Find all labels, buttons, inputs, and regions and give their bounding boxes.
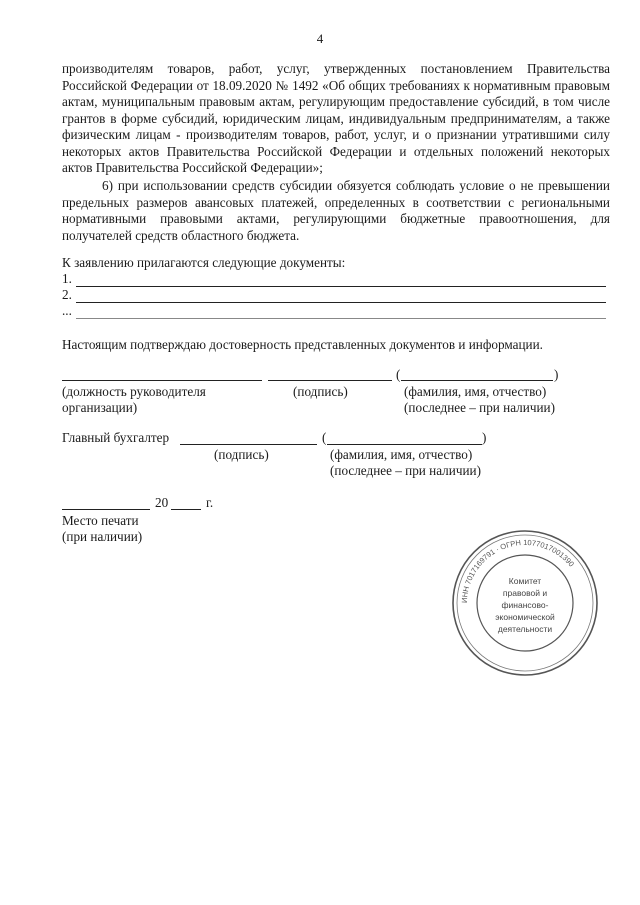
stamp-line-2: правовой и — [502, 588, 548, 598]
accountant-signature-line — [180, 444, 317, 445]
page-number: 4 — [316, 31, 324, 46]
name-line — [401, 380, 553, 381]
seal-label: Место печати — [62, 513, 139, 528]
accountant-name-label-2: (последнее – при наличии) — [330, 463, 481, 478]
date-year-suffix: г. — [206, 495, 214, 510]
date-year-line — [171, 509, 201, 510]
attachment-item-2-number: 2. — [62, 287, 72, 302]
stamp-line-1: Комитет — [508, 576, 542, 586]
stamp-line-5: деятельности — [497, 624, 553, 634]
paragraph-item-6: 6) при использовании средств субсидии обязуется соблюдать условие о не превышении предельных размеров авансовых платежей, определенных в соответствии с региональными нормативными правовыми актами, регулирующими бюджетные правоотношения, для получателей средств областного бюджета. — [62, 178, 610, 243]
date-day-month-line — [62, 509, 150, 510]
date-year-prefix: 20 — [155, 495, 169, 510]
name-label-2: (последнее – при наличии) — [404, 400, 555, 415]
accountant-name-open-paren: ( — [322, 430, 327, 445]
accountant-signature-label: (подпись) — [214, 447, 269, 462]
name-open-paren: ( — [396, 367, 401, 382]
position-label: (должность руководителя — [62, 384, 206, 399]
seal-label-2: (при наличии) — [62, 529, 143, 544]
attachment-item-1-number: 1. — [62, 271, 72, 286]
position-line — [62, 380, 262, 381]
attachment-item-1-line — [76, 286, 606, 287]
name-close-paren: ) — [554, 367, 559, 382]
position-label-2: организации) — [62, 400, 138, 415]
accountant-title: Главный бухгалтер — [62, 430, 170, 445]
organization-stamp — [450, 528, 600, 678]
signature-line — [268, 380, 392, 381]
name-label: (фамилия, имя, отчество) — [404, 384, 547, 399]
accountant-name-line — [327, 444, 482, 445]
attachment-item-3-number: ... — [62, 303, 72, 318]
accountant-name-close-paren: ) — [482, 430, 487, 445]
paragraph-continuation: производителям товаров, работ, услуг, утвержденных постановлением Правительства Российской Федерации от 18.09.2020 № 1492 «Об общих требованиях к нормативным правовым актам, муниципальным правовым актам, регулирующим предоставление субсидий, в том числе грантов в форме субсидий, юридическим лицам, индивидуальным предпринимателям, а также физическим лицам - производителям товаров, работ, услуг, и о признании утратившими силу некоторых актов Правительства Российской Федерации и отдельных положений некоторых актов Правительства Российской Федерации»; — [62, 61, 610, 175]
accountant-name-label: (фамилия, имя, отчество) — [330, 447, 473, 462]
signature-label: (подпись) — [293, 384, 348, 399]
attachment-item-3-line — [76, 318, 606, 319]
stamp-line-3: финансово- — [501, 600, 549, 610]
stamp-ring-text: ИНН 7017169791 · ОГРН 1077017001390 — [459, 537, 577, 604]
attachment-item-2-line — [76, 302, 606, 303]
confirmation-text: Настоящим подтверждаю достоверность представленных документов и информации. — [62, 337, 543, 352]
stamp-line-4: экономической — [495, 612, 555, 622]
attachments-heading: К заявлению прилагаются следующие документы: — [62, 255, 346, 270]
